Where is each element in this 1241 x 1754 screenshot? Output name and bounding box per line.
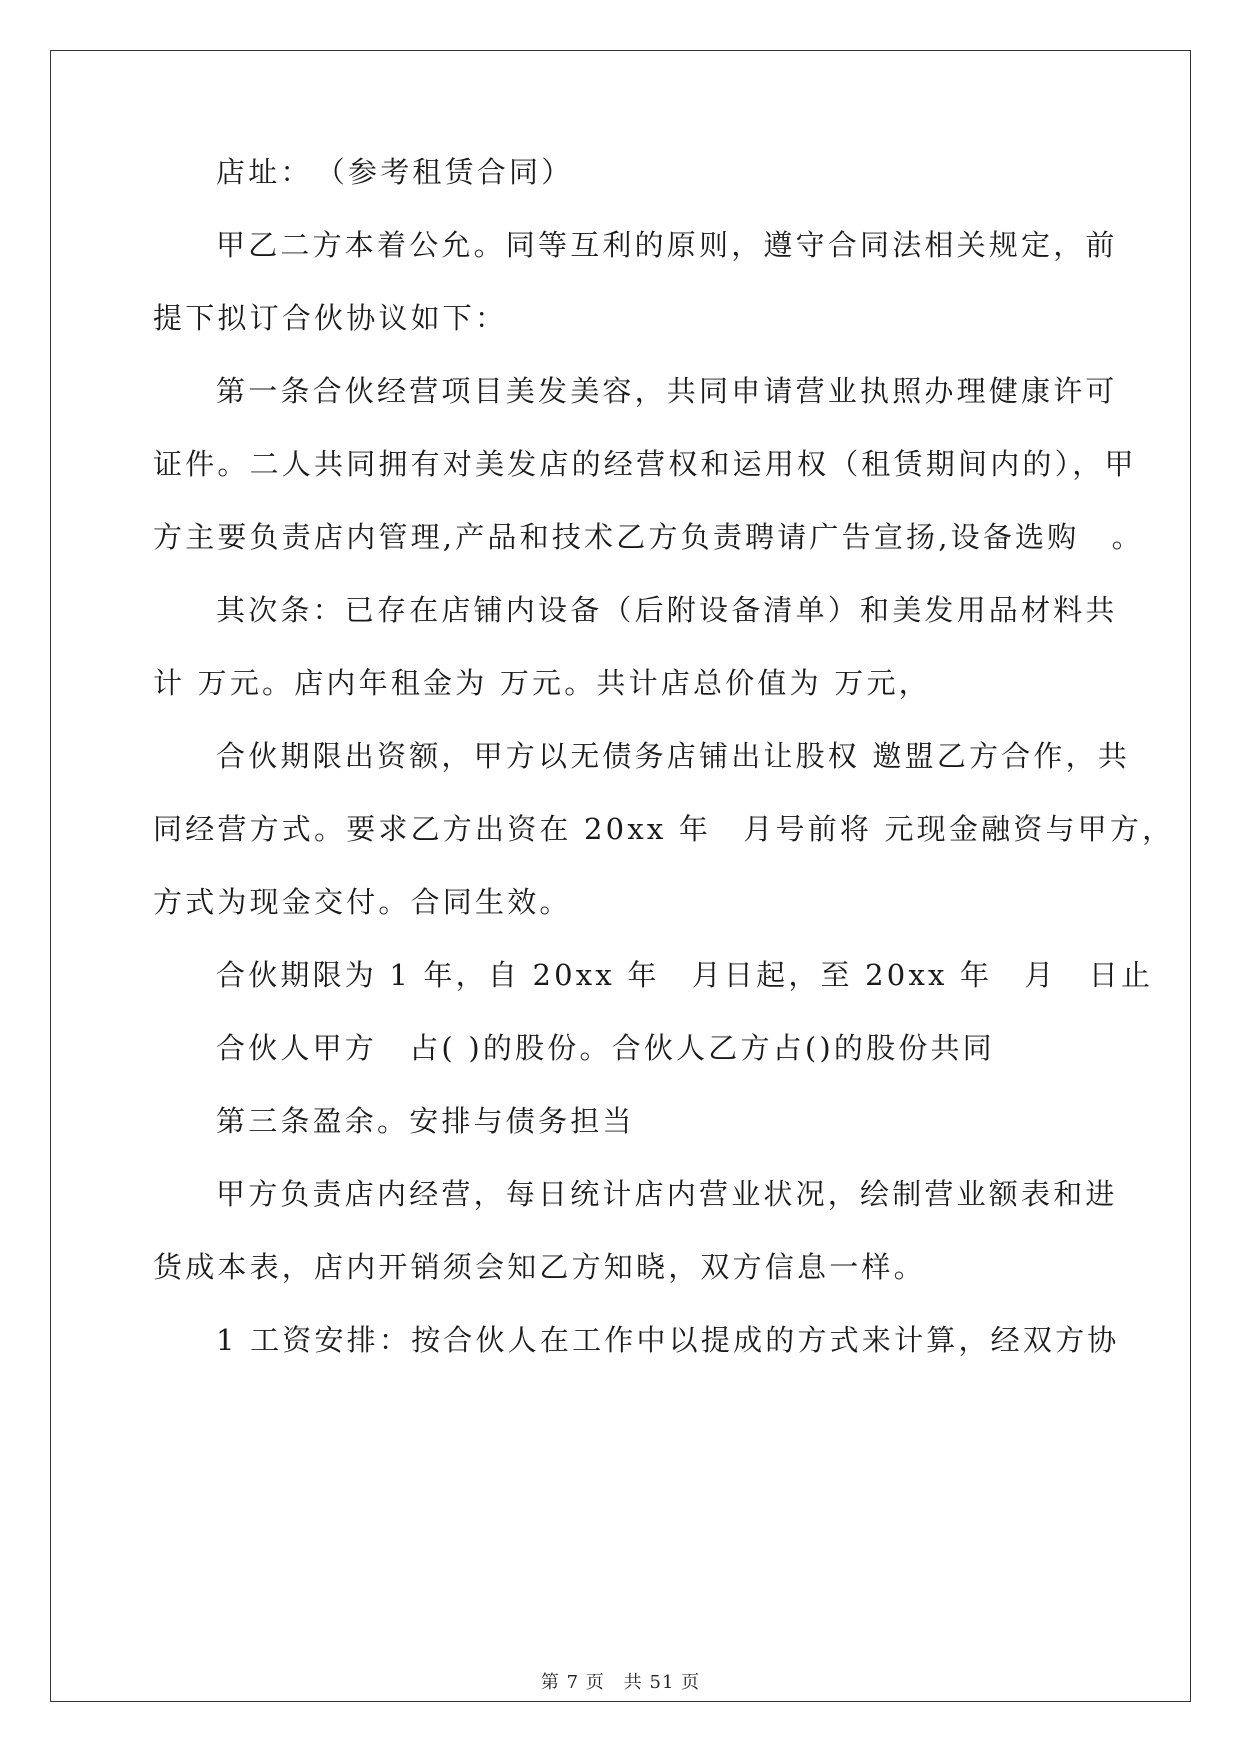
page-number: 第 7 页 共 51 页	[540, 1672, 701, 1693]
paragraph-line: 甲方负责店内经营，每日统计店内营业状况，绘制营业额表和进	[216, 1177, 1118, 1211]
paragraph-line: 其次条：已存在店铺内设备（后附设备清单）和美发用品材料共	[216, 593, 1118, 627]
paragraph-line: 计 万元。店内年租金为 万元。共计店总价值为 万元，	[153, 666, 931, 700]
paragraph-line: 1 工资安排：按合伙人在工作中以提成的方式来计算，经双方协	[216, 1323, 1120, 1357]
paragraph-line: 提下拟订合伙协议如下：	[153, 301, 508, 335]
paragraph-line: 合伙期限出资额，甲方以无债务店铺出让股权 邀盟乙方合作，共	[216, 739, 1131, 773]
paragraph-line: 合伙人甲方 占( )的股份。合伙人乙方占()的股份共同	[216, 1031, 995, 1065]
paragraph-line: 店址： （参考租赁合同）	[216, 155, 574, 189]
paragraph-line: 第一条合伙经营项目美发美容，共同申请营业执照办理健康许可	[216, 374, 1118, 408]
paragraph-line: 货成本表，店内开销须会知乙方知晓，双方信息一样。	[153, 1250, 926, 1284]
paragraph-line: 同经营方式。要求乙方出资在 20xx 年 月号前将 元现金融资与甲方，	[153, 812, 1175, 846]
paragraph-line: 第三条盈余。安排与债务担当	[216, 1104, 635, 1138]
paragraph-line: 证件。二人共同拥有对美发店的经营权和运用权（租赁期间内的），甲	[153, 447, 1137, 481]
paragraph-line: 甲乙二方本着公允。同等互利的原则，遵守合同法相关规定，前	[216, 228, 1118, 262]
paragraph-line: 合伙期限为 1 年，自 20xx 年 月日起，至 20xx 年 月 日止	[216, 958, 1154, 992]
paragraph-line: 方式为现金交付。合同生效。	[153, 885, 572, 919]
paragraph-line: 方主要负责店内管理,产品和技术乙方负责聘请广告宣扬,设备选购 。	[153, 520, 1144, 554]
